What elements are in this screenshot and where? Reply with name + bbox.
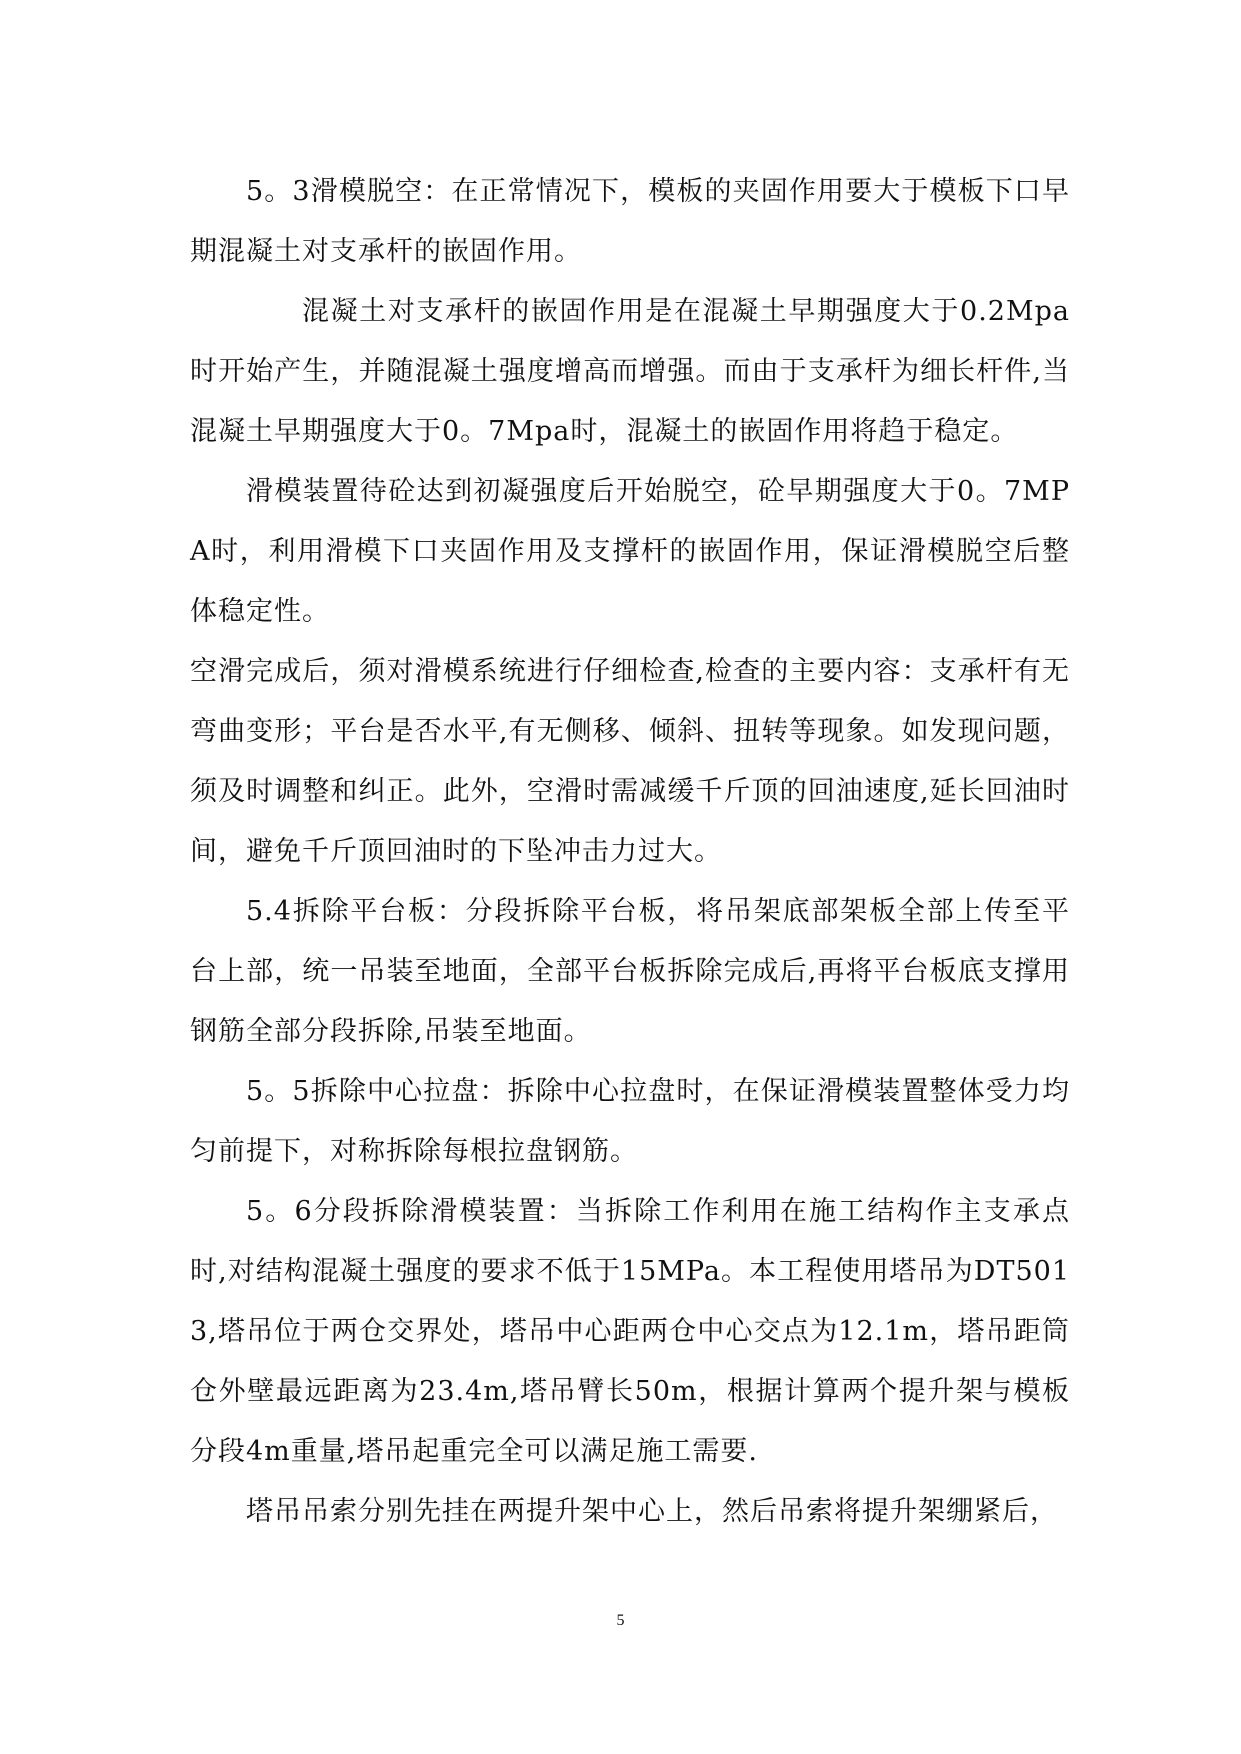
- page-number: 5: [616, 1612, 625, 1629]
- paragraph-5-6-segment-removal: 5。6分段拆除滑模装置：当拆除工作利用在施工结构作主支承点时,对结构混凝土强度的要求不低于15MPa。本工程使用塔吊为DT5013,塔吊位于两仓交界处，塔吊中心距两仓中心交点为12.1m，塔吊距筒仓外壁最远距离为23.4m,塔吊臂长50m，根据计算两个提升架与模板分段4m重量,塔吊起重完全可以满足施工需要.: [190, 1196, 1070, 1467]
- paragraph-5-5-center-disk-removal: 5。5拆除中心拉盘：拆除中心拉盘时，在保证滑模装置整体受力均匀前提下，对称拆除每根拉盘钢筋。: [190, 1076, 1070, 1167]
- paragraph-inspection: 空滑完成后，须对滑模系统进行仔细检查,检查的主要内容：支承杆有无弯曲变形；平台是否水平,有无侧移、倾斜、扭转等现象。如发现问题，须及时调整和纠正。此外，空滑时需减缓千斤顶的回油速度,延长回油时间，避免千斤顶回油时的下坠冲击力过大。: [190, 656, 1070, 867]
- paragraph-5-3-slipform-release: 5。3滑模脱空：在正常情况下，模板的夹固作用要大于模板下口早期混凝土对支承杆的嵌固作用。: [190, 176, 1070, 267]
- paragraph-concrete-embedding: 混凝土对支承杆的嵌固作用是在混凝土早期强度大于0.2Mpa时开始产生，并随混凝土强度增高而增强。而由于支承杆为细长杆件,当混凝土早期强度大于0。7Mpa时，混凝土的嵌固作用将趋于稳定。: [190, 296, 1070, 447]
- paragraph-release-stability: 滑模装置待砼达到初凝强度后开始脱空，砼早期强度大于0。7MPA时，利用滑模下口夹固作用及支撑杆的嵌固作用，保证滑模脱空后整体稳定性。: [190, 476, 1070, 627]
- paragraph-5-4-platform-removal: 5.4拆除平台板：分段拆除平台板，将吊架底部架板全部上传至平台上部，统一吊装至地面，全部平台板拆除完成后,再将平台板底支撑用钢筋全部分段拆除,吊装至地面。: [190, 896, 1070, 1047]
- body-text: [190, 162, 1070, 1542]
- paragraph-crane-sling: 塔吊吊索分别先挂在两提升架中心上，然后吊索将提升架绷紧后，: [246, 1496, 1058, 1527]
